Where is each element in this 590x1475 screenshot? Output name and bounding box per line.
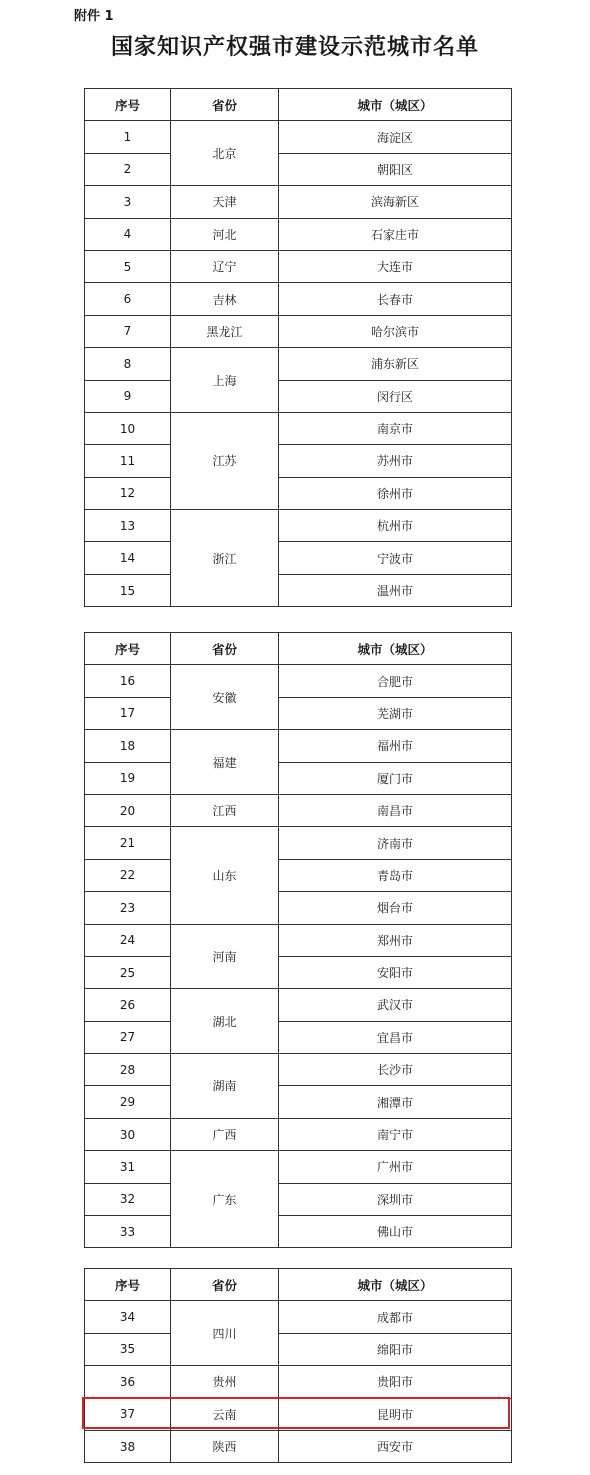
table-row <box>85 348 512 380</box>
row-number: 19 <box>85 762 171 794</box>
city-cell: 宜昌市 <box>279 1021 512 1053</box>
table-row <box>85 1430 512 1462</box>
header-city: 城市（城区） <box>279 1269 512 1301</box>
row-number: 15 <box>85 574 171 606</box>
province-cell: 江西 <box>171 794 279 826</box>
city-cell: 温州市 <box>279 574 512 606</box>
row-number: 3 <box>85 186 171 218</box>
city-cell: 滨海新区 <box>279 186 512 218</box>
row-number: 23 <box>85 892 171 924</box>
city-cell: 安阳市 <box>279 956 512 988</box>
city-cell: 佛山市 <box>279 1216 512 1248</box>
province-cell: 北京 <box>171 121 279 186</box>
attachment-label: 附件 1 <box>74 9 114 24</box>
table-row <box>85 827 512 859</box>
row-number: 21 <box>85 827 171 859</box>
table-row <box>85 956 512 988</box>
row-number: 36 <box>85 1366 171 1398</box>
table-row <box>85 445 512 477</box>
table-row <box>85 1118 512 1150</box>
province-cell: 河北 <box>171 218 279 250</box>
row-number: 9 <box>85 380 171 412</box>
table-header-row <box>85 89 512 121</box>
table-row <box>85 1301 512 1333</box>
table-row <box>85 510 512 542</box>
table-row <box>85 1086 512 1118</box>
table-row <box>85 1021 512 1053</box>
table-row <box>85 477 512 509</box>
province-cell: 上海 <box>171 348 279 413</box>
row-number: 29 <box>85 1086 171 1118</box>
city-cell: 朝阳区 <box>279 153 512 185</box>
city-cell: 成都市 <box>279 1301 512 1333</box>
city-table-3 <box>84 1268 512 1463</box>
city-cell: 南宁市 <box>279 1118 512 1150</box>
city-table-2 <box>84 632 512 1248</box>
header-city: 城市（城区） <box>279 89 512 121</box>
city-table-1 <box>84 88 512 607</box>
province-cell: 辽宁 <box>171 250 279 282</box>
city-cell: 宁波市 <box>279 542 512 574</box>
table-row <box>85 412 512 444</box>
city-cell: 绵阳市 <box>279 1333 512 1365</box>
city-cell: 济南市 <box>279 827 512 859</box>
row-number: 16 <box>85 665 171 697</box>
row-number: 1 <box>85 121 171 153</box>
table-row <box>85 218 512 250</box>
province-cell: 贵州 <box>171 1366 279 1398</box>
table-row <box>85 1054 512 1086</box>
table-row <box>85 542 512 574</box>
row-number: 33 <box>85 1216 171 1248</box>
row-number: 28 <box>85 1054 171 1086</box>
header-no: 序号 <box>85 633 171 665</box>
row-number: 25 <box>85 956 171 988</box>
row-number: 35 <box>85 1333 171 1365</box>
province-cell: 福建 <box>171 730 279 795</box>
table-row <box>85 1183 512 1215</box>
city-cell: 昆明市 <box>279 1398 512 1430</box>
city-cell: 厦门市 <box>279 762 512 794</box>
row-number: 24 <box>85 924 171 956</box>
table-row <box>85 315 512 347</box>
city-cell: 南昌市 <box>279 794 512 826</box>
header-province: 省份 <box>171 89 279 121</box>
row-number: 5 <box>85 250 171 282</box>
table-row <box>85 762 512 794</box>
row-number: 10 <box>85 412 171 444</box>
row-number: 6 <box>85 283 171 315</box>
row-number: 30 <box>85 1118 171 1150</box>
city-cell: 长沙市 <box>279 1054 512 1086</box>
header-city: 城市（城区） <box>279 633 512 665</box>
table-row <box>85 859 512 891</box>
header-province: 省份 <box>171 633 279 665</box>
row-number: 7 <box>85 315 171 347</box>
city-cell: 郑州市 <box>279 924 512 956</box>
table-row <box>85 380 512 412</box>
table-row <box>85 121 512 153</box>
table-row <box>85 697 512 729</box>
city-cell: 海淀区 <box>279 121 512 153</box>
province-cell: 天津 <box>171 186 279 218</box>
table-header-row <box>85 1269 512 1301</box>
city-cell: 湘潭市 <box>279 1086 512 1118</box>
table-header-row <box>85 633 512 665</box>
table-row <box>85 153 512 185</box>
table-row <box>85 665 512 697</box>
city-cell: 闵行区 <box>279 380 512 412</box>
row-number: 22 <box>85 859 171 891</box>
table-row <box>85 1333 512 1365</box>
city-cell: 深圳市 <box>279 1183 512 1215</box>
table-row <box>85 794 512 826</box>
row-number: 37 <box>85 1398 171 1430</box>
row-number: 31 <box>85 1151 171 1183</box>
province-cell: 山东 <box>171 827 279 924</box>
row-number: 18 <box>85 730 171 762</box>
city-cell: 芜湖市 <box>279 697 512 729</box>
province-cell: 四川 <box>171 1301 279 1366</box>
row-number: 11 <box>85 445 171 477</box>
province-cell: 陕西 <box>171 1430 279 1462</box>
city-cell: 大连市 <box>279 250 512 282</box>
header-province: 省份 <box>171 1269 279 1301</box>
header-no: 序号 <box>85 1269 171 1301</box>
city-cell: 福州市 <box>279 730 512 762</box>
row-number: 12 <box>85 477 171 509</box>
city-cell: 西安市 <box>279 1430 512 1462</box>
table-row <box>85 1366 512 1398</box>
table-row <box>85 186 512 218</box>
city-cell: 广州市 <box>279 1151 512 1183</box>
table-row <box>85 989 512 1021</box>
table-row <box>85 250 512 282</box>
row-number: 4 <box>85 218 171 250</box>
city-cell: 杭州市 <box>279 510 512 542</box>
city-cell: 苏州市 <box>279 445 512 477</box>
city-cell: 石家庄市 <box>279 218 512 250</box>
table-row <box>85 574 512 606</box>
city-cell: 浦东新区 <box>279 348 512 380</box>
row-number: 8 <box>85 348 171 380</box>
city-cell: 青岛市 <box>279 859 512 891</box>
table-row <box>85 283 512 315</box>
table-row <box>85 1398 512 1430</box>
row-number: 17 <box>85 697 171 729</box>
city-cell: 合肥市 <box>279 665 512 697</box>
province-cell: 云南 <box>171 1398 279 1430</box>
row-number: 26 <box>85 989 171 1021</box>
city-cell: 南京市 <box>279 412 512 444</box>
table-row <box>85 1151 512 1183</box>
page-title: 国家知识产权强市建设示范城市名单 <box>110 34 479 60</box>
province-cell: 湖北 <box>171 989 279 1054</box>
city-cell: 哈尔滨市 <box>279 315 512 347</box>
province-cell: 广西 <box>171 1118 279 1150</box>
province-cell: 广东 <box>171 1151 279 1248</box>
row-number: 32 <box>85 1183 171 1215</box>
header-no: 序号 <box>85 89 171 121</box>
city-cell: 长春市 <box>279 283 512 315</box>
city-cell: 贵阳市 <box>279 1366 512 1398</box>
row-number: 20 <box>85 794 171 826</box>
table-row <box>85 924 512 956</box>
province-cell: 江苏 <box>171 412 279 509</box>
city-cell: 武汉市 <box>279 989 512 1021</box>
row-number: 34 <box>85 1301 171 1333</box>
province-cell: 河南 <box>171 924 279 989</box>
row-number: 14 <box>85 542 171 574</box>
city-cell: 烟台市 <box>279 892 512 924</box>
row-number: 13 <box>85 510 171 542</box>
province-cell: 湖南 <box>171 1054 279 1119</box>
province-cell: 安徽 <box>171 665 279 730</box>
province-cell: 浙江 <box>171 510 279 607</box>
province-cell: 吉林 <box>171 283 279 315</box>
province-cell: 黑龙江 <box>171 315 279 347</box>
city-cell: 徐州市 <box>279 477 512 509</box>
row-number: 38 <box>85 1430 171 1462</box>
row-number: 2 <box>85 153 171 185</box>
row-number: 27 <box>85 1021 171 1053</box>
table-row <box>85 892 512 924</box>
table-row <box>85 730 512 762</box>
table-row <box>85 1216 512 1248</box>
